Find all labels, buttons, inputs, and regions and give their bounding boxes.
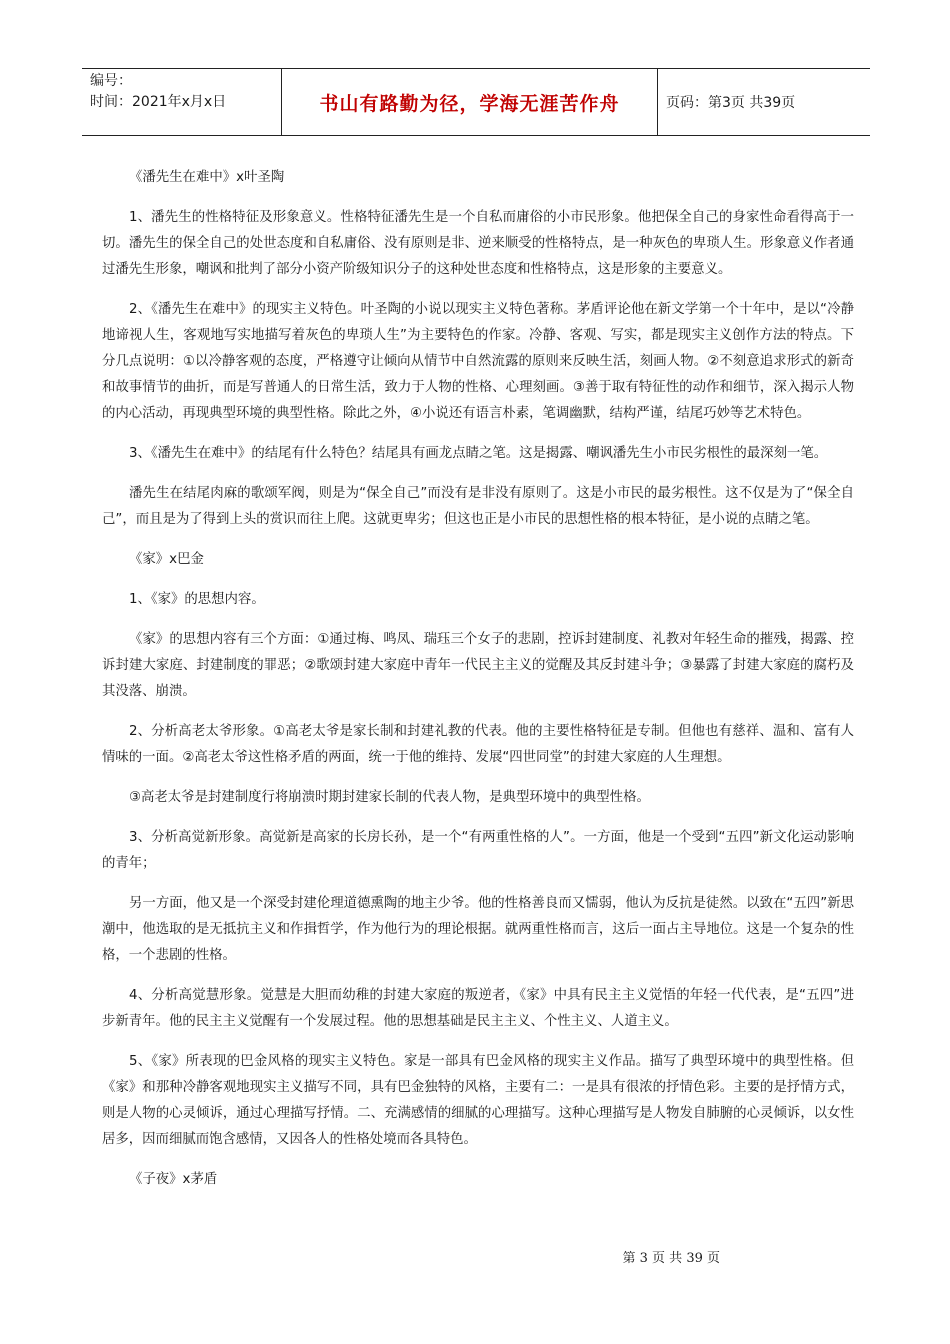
header-date: 时间：2021年x月x日 [90,94,227,110]
header-page-info: 页码：第3页 共39页 [666,95,796,111]
paragraph: 1、《家》的思想内容。 [129,592,265,607]
paragraph: 3、分析高觉新形象。高觉新是高家的长房长孙，是一个“有两重性格的人”。一方面，他是一个受到“五四”新文化运动影响的青年； [102,830,854,871]
section-title-jia: 《家》x巴金 [129,552,204,567]
paragraph: 《家》的思想内容有三个方面：①通过梅、鸣凤、瑞珏三个女子的悲剧，控诉封建制度、礼教对年轻生命的摧残，揭露、控诉封建大家庭、封建制度的罪恶；②歌颂封建大家庭中青年一代民主主义的觉醒及其反封建斗争；③暴露了封建大家庭的腐朽及其没落、崩溃。 [102,632,854,699]
paragraph: 潘先生在结尾肉麻的歌颂军阀，则是为“保全自己”而没有是非没有原则了。这是小市民的最劣根性。这不仅是为了“保全自己”，而且是为了得到上头的赏识而往上爬。这就更卑劣；但这也正是小市民的思想性格的根本特征，是小说的点睛之笔。 [102,486,854,527]
header-motto: 书山有路勤为径，学海无涯苦作舟 [282,69,658,135]
header-meta [82,69,282,135]
paragraph: ③高老太爷是封建制度行将崩溃时期封建家长制的代表人物，是典型环境中的典型性格。 [129,790,650,805]
section-title-ziye: 《子夜》x茅盾 [129,1172,218,1187]
section-title-pan: 《潘先生在难中》x叶圣陶 [129,170,285,185]
page-footer: 第 3 页 共 39 页 [622,1251,720,1266]
paragraph: 另一方面，他又是一个深受封建伦理道德熏陶的地主少爷。他的性格善良而又懦弱，他认为反抗是徒然。以致在“五四”新思潮中，他选取的是无抵抗主义和作揖哲学，作为他行为的理论根据。就两重性格而言，这后一面占主导地位。这是一个复杂的性格，一个悲剧的性格。 [102,896,854,963]
paragraph: 2、分析高老太爷形象。①高老太爷是家长制和封建礼教的代表。他的主要性格特征是专制。但他也有慈祥、温和、富有人情味的一面。②高老太爷这性格矛盾的两面，统一于他的维持、发展“四世同堂”的封建大家庭的人生理想。 [102,724,854,765]
paragraph: 5、《家》所表现的巴金风格的现实主义特色。家是一部具有巴金风格的现实主义作品。描写了典型环境中的典型性格。但《家》和那种冷静客观地现实主义描写不同，具有巴金独特的风格，主要有二：一是具有很浓的抒情色彩。主要的是抒情方式，则是人物的心灵倾诉，通过心理描写抒情。二、充满感情的细腻的心理描写。这种心理描写是人物发自肺腑的心灵倾诉，以女性居多，因而细腻而饱含感情，又因各人的性格处境而各具特色。 [102,1054,854,1147]
document-body [102,165,854,1207]
page-header [82,68,870,136]
paragraph: 1、潘先生的性格特征及形象意义。性格特征潘先生是一个自私而庸俗的小市民形象。他把保全自己的身家性命看得高于一切。潘先生的保全自己的处世态度和自私庸俗、没有原则是非、逆来顺受的性格特点，是一种灰色的卑琐人生。形象意义作者通过潘先生形象，嘲讽和批判了部分小资产阶级知识分子的这种处世态度和性格特点，这是形象的主要意义。 [102,210,854,277]
paragraph: 2、《潘先生在难中》的现实主义特色。叶圣陶的小说以现实主义特色著称。茅盾评论他在新文学第一个十年中，是以“冷静地谛视人生，客观地写实地描写着灰色的卑琐人生”为主要特色的作家。冷静、客观、写实，都是现实主义创作方法的特点。下分几点说明：①以冷静客观的态度，严格遵守让倾向从情节中自然流露的原则来反映生活，刻画人物。②不刻意追求形式的新奇和故事情节的曲折，而是写普通人的日常生活，致力于人物的性格、心理刻画。③善于取有特征性的动作和细节，深入揭示人物的内心活动，再现典型环境的典型性格。除此之外，④小说还有语言朴素，笔调幽默，结构严谨，结尾巧妙等艺术特色。 [102,302,854,421]
paragraph: 4、分析高觉慧形象。觉慧是大胆而幼稚的封建大家庭的叛逆者，《家》中具有民主主义觉悟的年轻一代代表，是“五四”进步新青年。他的民主主义觉醒有一个发展过程。他的思想基础是民主主义、个性主义、人道主义。 [102,988,854,1029]
header-number-label: 编号： [90,73,132,89]
paragraph: 3、《潘先生在难中》的结尾有什么特色？结尾具有画龙点睛之笔。这是揭露、嘲讽潘先生小市民劣根性的最深刻一笔。 [129,446,828,461]
